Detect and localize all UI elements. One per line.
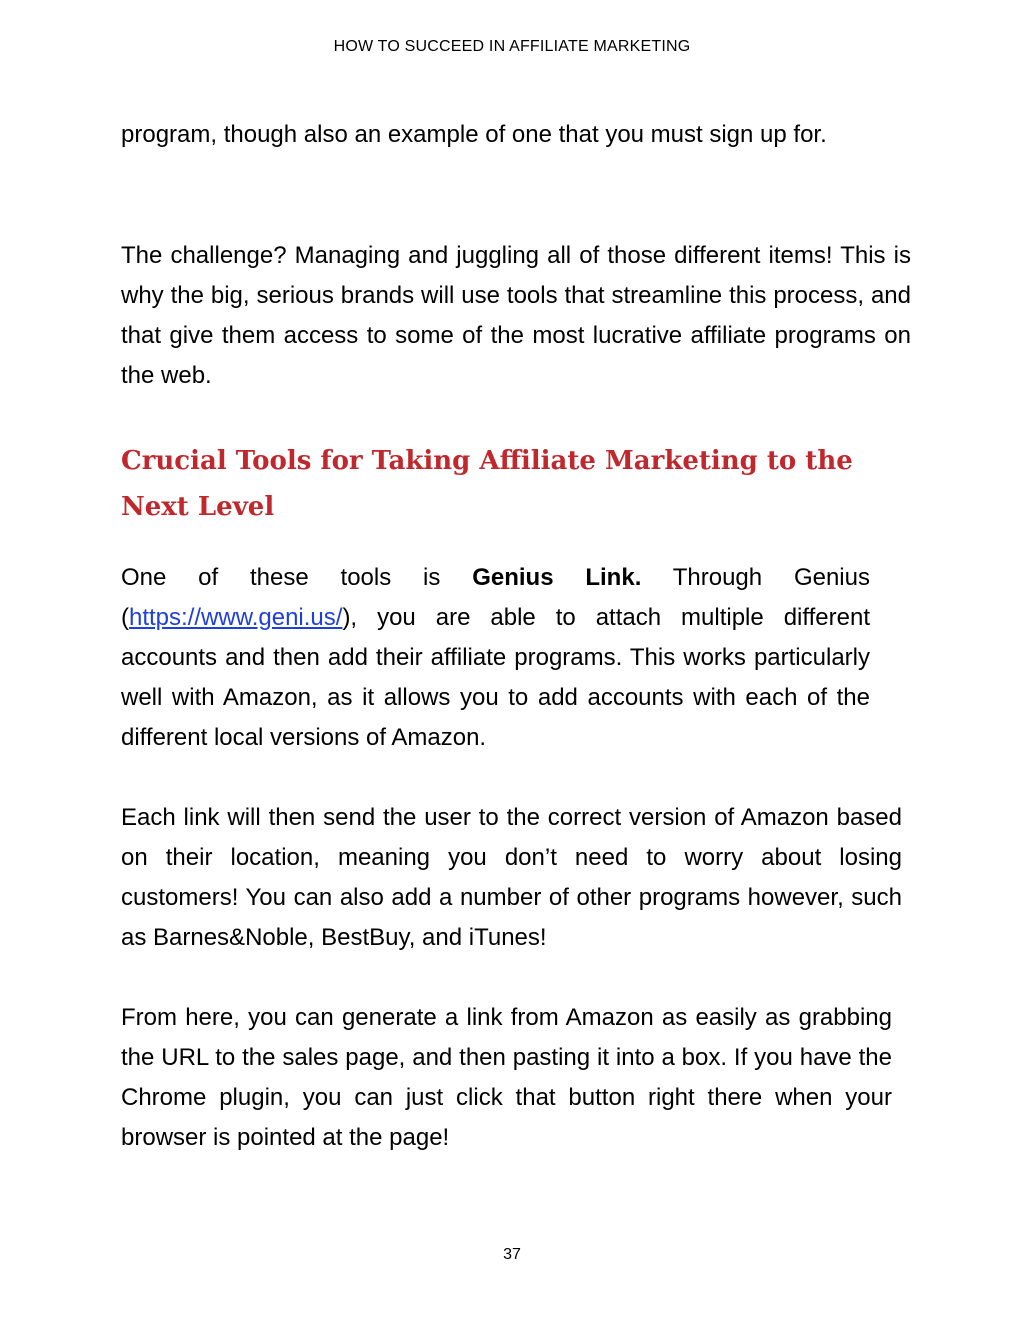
- geni-us-link[interactable]: https://www.geni.us/: [129, 604, 343, 631]
- paragraph-amazon-location: Each link will then send the user to the correct version of Amazon based on their location, meaning you don’t need to worry about losing customers! You can also add a number of other programs however, such as Barnes&Noble, BestBuy, and iTunes!: [121, 804, 902, 951]
- paragraph-continuation: program, though also an example of one that you must sign up for.: [121, 121, 827, 148]
- page-number: 37: [503, 1246, 521, 1263]
- paragraph-genius-link: [121, 558, 870, 758]
- running-header: HOW TO SUCCEED IN AFFILIATE MARKETING: [333, 38, 691, 55]
- genius-description-text: ), you are able to attach multiple different accounts and then add their affiliate programs. This works particularly well with Amazon, as it allows you to add accounts with each of the different local versions of Amazon.: [121, 604, 870, 751]
- section-heading: Crucial Tools for Taking Affiliate Marketing to the Next Level: [121, 446, 853, 522]
- genius-intro-text: One of these tools is: [121, 564, 473, 591]
- genius-link-name: Genius Link.: [472, 564, 642, 591]
- paragraph-generate-link: From here, you can generate a link from Amazon as easily as grabbing the URL to the sales page, and then pasting it into a box. If you have the Chrome plugin, you can just click that button right there when your browser is pointed at the page!: [121, 1004, 892, 1151]
- genius-through-text: Through Genius (: [121, 564, 870, 631]
- paragraph-challenge: The challenge? Managing and juggling all of those different items! This is why the big, serious brands will use tools that streamline this process, and that give them access to some of the most lucrative affiliate programs on the web.: [121, 242, 911, 389]
